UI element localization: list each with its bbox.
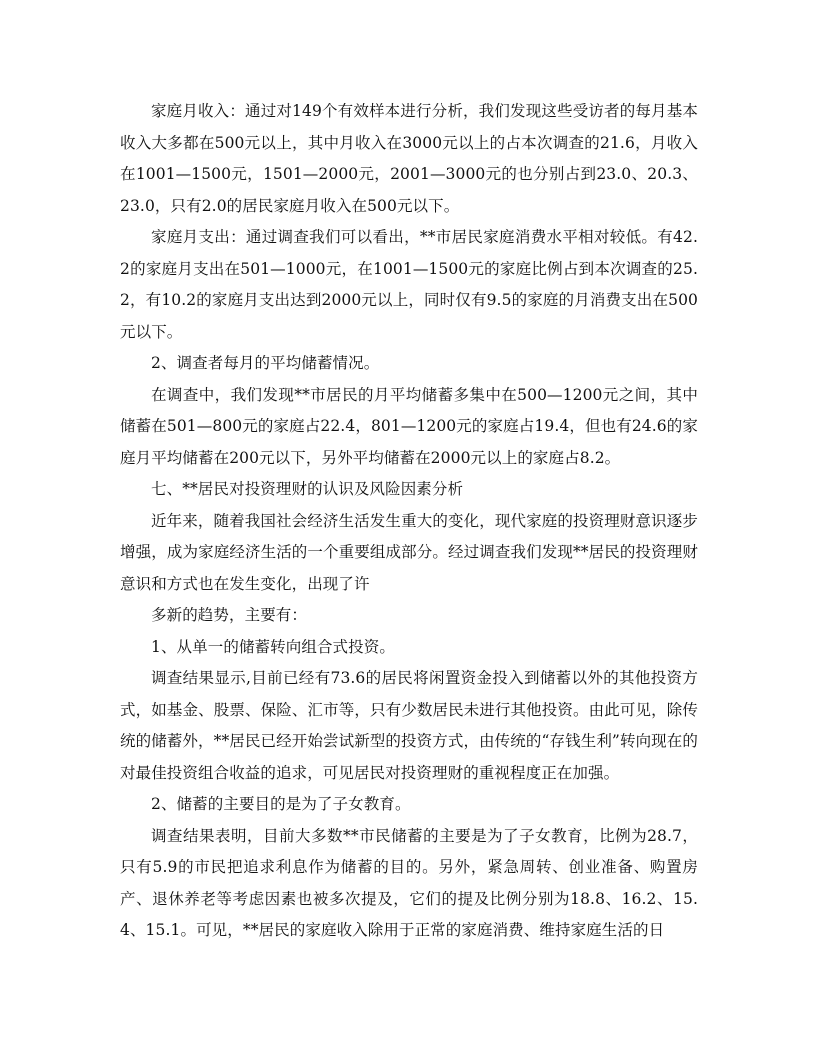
paragraph-portfolio-investment: 调查结果显示,目前已经有73.6的居民将闲置资金投入到储蓄以外的其他投资方式，如基金、股票、保险、汇市等，只有少数居民未进行其他投资。由此可见，除传统的储蓄外，**居民已经开始尝试新型的投资方式，由传统的“存钱生利”转向现在的对最佳投资组合收益的追求，可见居民对投资理财的重视程度正在加强。 — [120, 669, 698, 782]
paragraph-household-expense: 家庭月支出：通过调查我们可以看出，**市居民家庭消费水平相对较低。有42.2的家庭月支出在501—1000元，在1001—1500元的家庭比例占到本次调查的25.2，有10.2的家庭月支出达到2000元以上，同时仅有9.5的家庭的月消费支出在500元以下。 — [120, 228, 698, 341]
paragraph-savings-purpose: 调查结果表明，目前大多数**市民储蓄的主要是为了子女教育，比例为28.7，只有5.9的市民把追求利息作为储蓄的目的。另外，紧急周转、创业准备、购置房产、退休养老等考虑因素也被多次提及，它们的提及比例分别为18.8、16.2、15.4、15.1。可见，**居民的家庭收入除用于正常的家庭消费、维持家庭生活的日 — [120, 826, 698, 939]
paragraph-household-income: 家庭月收入：通过对149个有效样本进行分析，我们发现这些受访者的每月基本收入大多都在500元以上，其中月收入在3000元以上的占本次调查的21.6，月收入在1001—1500元，1501—2000元，2001—3000元的也分别占到23.0、20.3、23.0，只有2.0的居民家庭月收入在500元以下。 — [120, 102, 698, 215]
heading-savings-purpose: 2、储蓄的主要目的是为了子女教育。 — [151, 795, 411, 813]
paragraph-investment-intro: 近年来，随着我国社会经济生活发生重大的变化，现代家庭的投资理财意识逐步增强，成为家庭经济生活的一个重要组成部分。经过调查我们发现**居民的投资理财意识和方式也在发生变化，出现了许 — [120, 511, 698, 593]
document-page — [120, 96, 698, 947]
paragraph-new-trends: 多新的趋势，主要有： — [151, 606, 308, 624]
paragraph-monthly-savings: 在调查中，我们发现**市居民的月平均储蓄多集中在500—1200元之间，其中储蓄在501—800元的家庭占22.4，801—1200元的家庭占19.4，但也有24.6的家庭月平均储蓄在200元以下，另外平均储蓄在2000元以上的家庭占8.2。 — [120, 385, 698, 467]
section-heading-investment: 七、**居民对投资理财的认识及风险因素分析 — [151, 480, 464, 498]
heading-portfolio-investment: 1、从单一的储蓄转向组合式投资。 — [151, 637, 395, 656]
heading-monthly-savings: 2、调查者每月的平均储蓄情况。 — [151, 354, 380, 372]
